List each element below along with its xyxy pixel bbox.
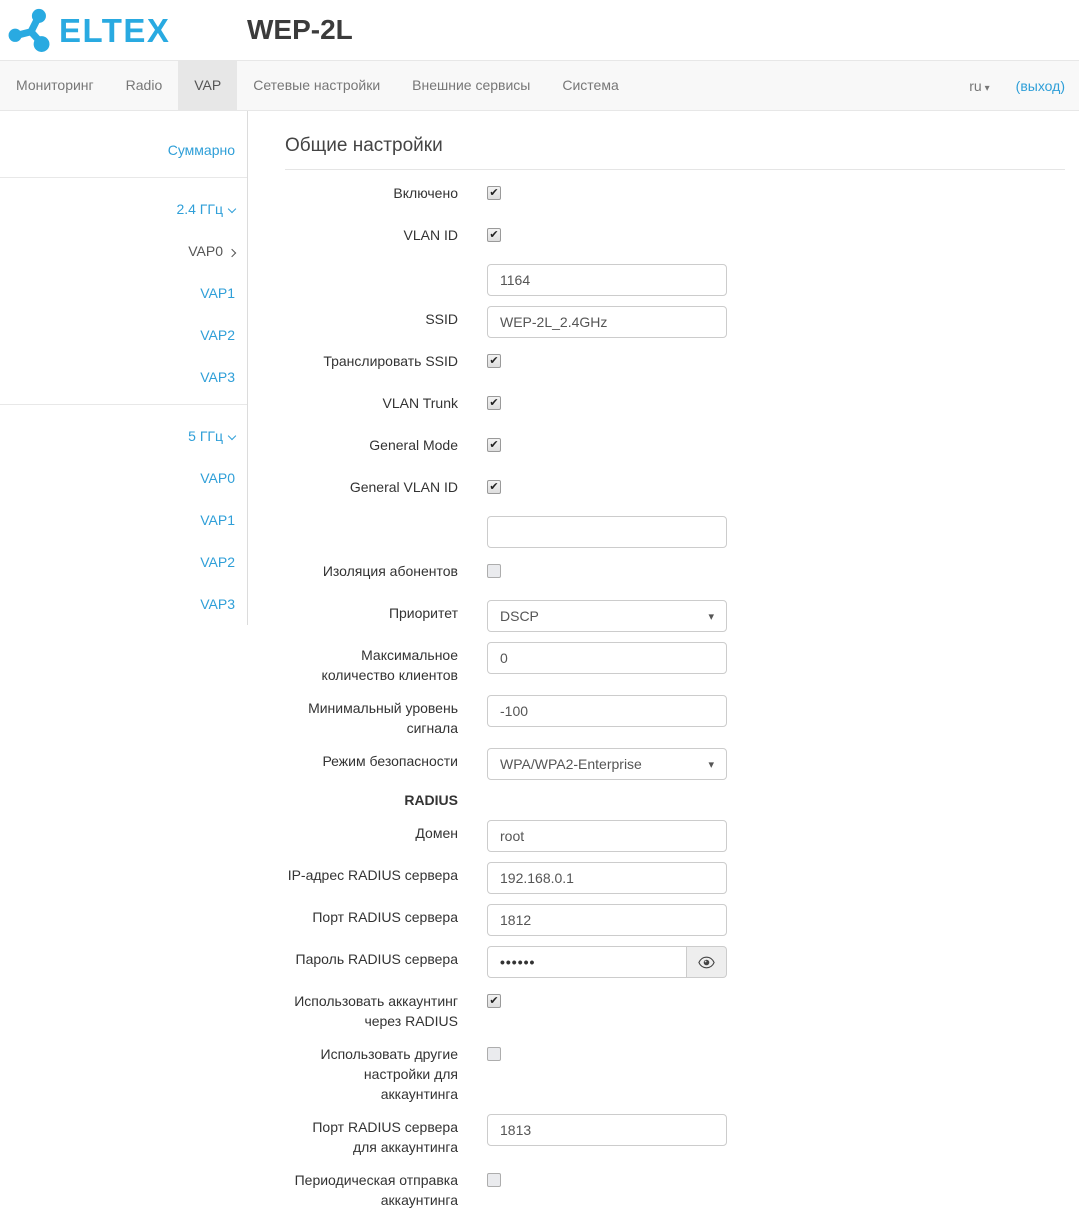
tab-radio[interactable]: Radio xyxy=(125,77,163,93)
form-control-general-vlan-id-value xyxy=(487,516,727,548)
station-isolation-checkbox[interactable] xyxy=(487,564,501,578)
form-row-broadcast-ssid xyxy=(285,348,1065,380)
max-clients-label: Максимальное количество клиентов xyxy=(321,647,458,683)
page-title: Общие настройки xyxy=(285,135,1065,170)
form-control-periodic-accounting xyxy=(487,1167,727,1190)
sidebar-item-5ghz-vap1[interactable] xyxy=(0,499,247,541)
device-title: WEP-2L xyxy=(247,14,353,45)
form-row-vlan-id xyxy=(285,222,1065,254)
sidebar-item-band-2-4ghz[interactable] xyxy=(0,188,247,230)
form-control-radius-accounting-port xyxy=(487,1114,727,1146)
form-control-general-vlan-id xyxy=(487,474,727,494)
form-row-max-clients xyxy=(285,642,1065,685)
form-row-radius-domain xyxy=(285,820,1065,852)
form-control-security-mode xyxy=(487,748,727,780)
sidebar-item-label: VAP1 xyxy=(200,285,235,301)
radius-section-header: RADIUS xyxy=(404,792,458,808)
vlan-id-value-label xyxy=(285,264,458,267)
form-control-vlan-id xyxy=(487,222,727,242)
form-row-priority xyxy=(285,600,1065,632)
sidebar-item-label: VAP0 xyxy=(188,243,223,259)
form-control-radius-domain xyxy=(487,820,727,852)
general-vlan-id-value-label xyxy=(285,516,458,519)
sidebar-item-5ghz-vap2[interactable] xyxy=(0,541,247,583)
form-row-vlan-trunk xyxy=(285,390,1065,422)
sidebar-item-2-4ghz-vap1[interactable] xyxy=(0,272,247,314)
form-control-radius-accounting xyxy=(487,988,727,1008)
radius-server-port-input[interactable] xyxy=(487,904,727,936)
max-clients-input[interactable] xyxy=(487,642,727,674)
form-row-enabled xyxy=(285,180,1065,212)
form-row-vlan-id-value xyxy=(285,264,1065,296)
form-row-periodic-accounting xyxy=(285,1167,1065,1210)
main-panel xyxy=(248,111,1079,1220)
sidebar-item-label: VAP1 xyxy=(200,512,235,528)
broadcast-ssid-label: Транслировать SSID xyxy=(323,353,458,369)
radius-server-password-label: Пароль RADIUS сервера xyxy=(295,951,458,967)
radius-server-port-label: Порт RADIUS сервера xyxy=(312,909,458,925)
language-label: ru xyxy=(969,77,982,94)
radius-server-password-input[interactable] xyxy=(487,946,687,978)
form-control-station-isolation xyxy=(487,558,727,581)
form-row-radius-accounting-port xyxy=(285,1114,1065,1157)
caret-down-icon: ▾ xyxy=(984,82,990,94)
form-control-priority xyxy=(487,600,727,632)
general-vlan-id-checkbox[interactable]: ✔ xyxy=(487,480,501,494)
form-control-radius-server-port xyxy=(487,904,727,936)
radius-domain-input[interactable] xyxy=(487,820,727,852)
form-control-vlan-id-value xyxy=(487,264,727,296)
general-vlan-id-label: General VLAN ID xyxy=(349,479,458,495)
form-control-vlan-trunk xyxy=(487,390,727,410)
security-mode-label: Режим безопасности xyxy=(322,753,458,769)
form-row-general-mode xyxy=(285,432,1065,464)
radius-accounting-label: Использовать аккаунтинг через RADIUS xyxy=(294,993,458,1029)
navbar-right xyxy=(969,61,1079,110)
sidebar-item-label: VAP3 xyxy=(200,596,235,612)
security-mode-select-value: WPA/WPA2-Enterprise xyxy=(500,756,642,772)
sidebar-item-summary[interactable] xyxy=(0,129,247,171)
vlan-id-checkbox[interactable]: ✔ xyxy=(487,228,501,242)
sidebar-item-5ghz-vap3[interactable] xyxy=(0,583,247,625)
radius-accounting-port-label: Порт RADIUS сервера для аккаунтинга xyxy=(312,1119,458,1155)
tab-system[interactable]: Система xyxy=(562,77,619,93)
form-row-radius xyxy=(285,790,1065,810)
logout-link[interactable]: (выход) xyxy=(1015,77,1065,94)
nav-tabs xyxy=(0,61,635,110)
select-caret-icon: ▾ xyxy=(708,610,714,623)
chevron-right-icon xyxy=(228,249,236,257)
periodic-accounting-label: Периодическая отправка аккаунтинга xyxy=(294,1172,458,1208)
priority-label: Приоритет xyxy=(388,605,458,621)
form-control-min-signal-level xyxy=(487,695,727,727)
form-control-general-mode xyxy=(487,432,727,452)
logo-text: ELTEX xyxy=(59,11,171,49)
form-row-general-vlan-id xyxy=(285,474,1065,506)
priority-select[interactable] xyxy=(487,600,727,632)
radius-server-password-group xyxy=(487,946,727,978)
security-mode-select[interactable] xyxy=(487,748,727,780)
form-row-station-isolation xyxy=(285,558,1065,590)
radius-server-ip-input[interactable] xyxy=(487,862,727,894)
show-password-button[interactable] xyxy=(687,946,727,978)
form-control-ssid xyxy=(487,306,727,338)
form-control-radius-server-password xyxy=(487,946,727,978)
form-row-radius-server-password xyxy=(285,946,1065,978)
app-header xyxy=(0,0,1079,60)
top-navbar xyxy=(0,60,1079,111)
form-control-broadcast-ssid xyxy=(487,348,727,368)
min-signal-level-input[interactable] xyxy=(487,695,727,727)
form-row-security-mode xyxy=(285,748,1065,780)
language-dropdown[interactable] xyxy=(969,78,989,94)
sidebar-item-label: VAP0 xyxy=(200,470,235,486)
vlan-trunk-checkbox[interactable]: ✔ xyxy=(487,396,501,410)
form-control-radius-server-ip xyxy=(487,862,727,894)
vlan-id-value-input[interactable] xyxy=(487,264,727,296)
radius-accounting-port-input[interactable] xyxy=(487,1114,727,1146)
sidebar-divider xyxy=(0,404,247,405)
enabled-checkbox[interactable]: ✔ xyxy=(487,186,501,200)
tab-network-settings[interactable]: Сетевые настройки xyxy=(253,77,381,93)
logo-link[interactable] xyxy=(0,8,247,52)
form-row-radius-server-port xyxy=(285,904,1065,936)
chevron-down-icon xyxy=(228,205,236,213)
form-row-other-accounting-settings xyxy=(285,1041,1065,1104)
sidebar-item-label: VAP2 xyxy=(200,554,235,570)
sidebar-item-label: VAP2 xyxy=(200,327,235,343)
sidebar xyxy=(0,111,248,625)
sidebar-item-2-4ghz-vap3[interactable] xyxy=(0,356,247,398)
priority-select-value: DSCP xyxy=(500,608,539,624)
sidebar-item-label: 2.4 ГГц xyxy=(176,201,223,217)
form-row-radius-accounting xyxy=(285,988,1065,1031)
form-control-max-clients xyxy=(487,642,727,674)
radius-server-ip-label: IP-адрес RADIUS сервера xyxy=(287,867,458,883)
enabled-label: Включено xyxy=(393,185,458,201)
sidebar-divider xyxy=(0,177,247,178)
form-control-enabled xyxy=(487,180,727,200)
eltex-logo-icon xyxy=(8,8,54,52)
station-isolation-label: Изоляция абонентов xyxy=(322,563,458,579)
vlan-id-label: VLAN ID xyxy=(403,227,458,243)
sidebar-item-band-5ghz[interactable] xyxy=(0,415,247,457)
other-accounting-settings-label: Использовать другие настройки для аккаунтинга xyxy=(320,1046,458,1102)
sidebar-item-label: Суммарно xyxy=(167,142,235,158)
content-area xyxy=(0,111,1079,1220)
form-row-radius-server-ip xyxy=(285,862,1065,894)
select-caret-icon: ▾ xyxy=(708,758,714,771)
chevron-down-icon xyxy=(228,432,236,440)
general-settings-form xyxy=(285,180,1065,1210)
broadcast-ssid-checkbox[interactable]: ✔ xyxy=(487,354,501,368)
general-mode-label: General Mode xyxy=(369,437,458,453)
sidebar-item-label: 5 ГГц xyxy=(188,428,223,444)
periodic-accounting-checkbox[interactable] xyxy=(487,1173,501,1187)
sidebar-item-2-4ghz-vap2[interactable] xyxy=(0,314,247,356)
sidebar-item-label: VAP3 xyxy=(200,369,235,385)
general-mode-checkbox[interactable]: ✔ xyxy=(487,438,501,452)
radius-accounting-checkbox[interactable]: ✔ xyxy=(487,994,501,1008)
ssid-label: SSID xyxy=(425,311,458,327)
sidebar-item-2-4ghz-vap0[interactable] xyxy=(0,230,247,272)
ssid-input[interactable] xyxy=(487,306,727,338)
form-row-general-vlan-id-value xyxy=(285,516,1065,548)
tab-vap[interactable]: VAP xyxy=(178,61,237,110)
tab-monitoring[interactable]: Мониторинг xyxy=(16,77,94,93)
sidebar-item-5ghz-vap0[interactable] xyxy=(0,457,247,499)
min-signal-level-label: Минимальный уровень сигнала xyxy=(308,700,458,736)
form-row-ssid xyxy=(285,306,1065,338)
eye-icon xyxy=(698,956,715,969)
form-control-other-accounting-settings xyxy=(487,1041,727,1064)
general-vlan-id-value-input[interactable] xyxy=(487,516,727,548)
vlan-trunk-label: VLAN Trunk xyxy=(382,395,458,411)
other-accounting-settings-checkbox[interactable] xyxy=(487,1047,501,1061)
form-row-min-signal-level xyxy=(285,695,1065,738)
tab-external-services[interactable]: Внешние сервисы xyxy=(412,77,531,93)
radius-domain-label: Домен xyxy=(415,825,458,841)
